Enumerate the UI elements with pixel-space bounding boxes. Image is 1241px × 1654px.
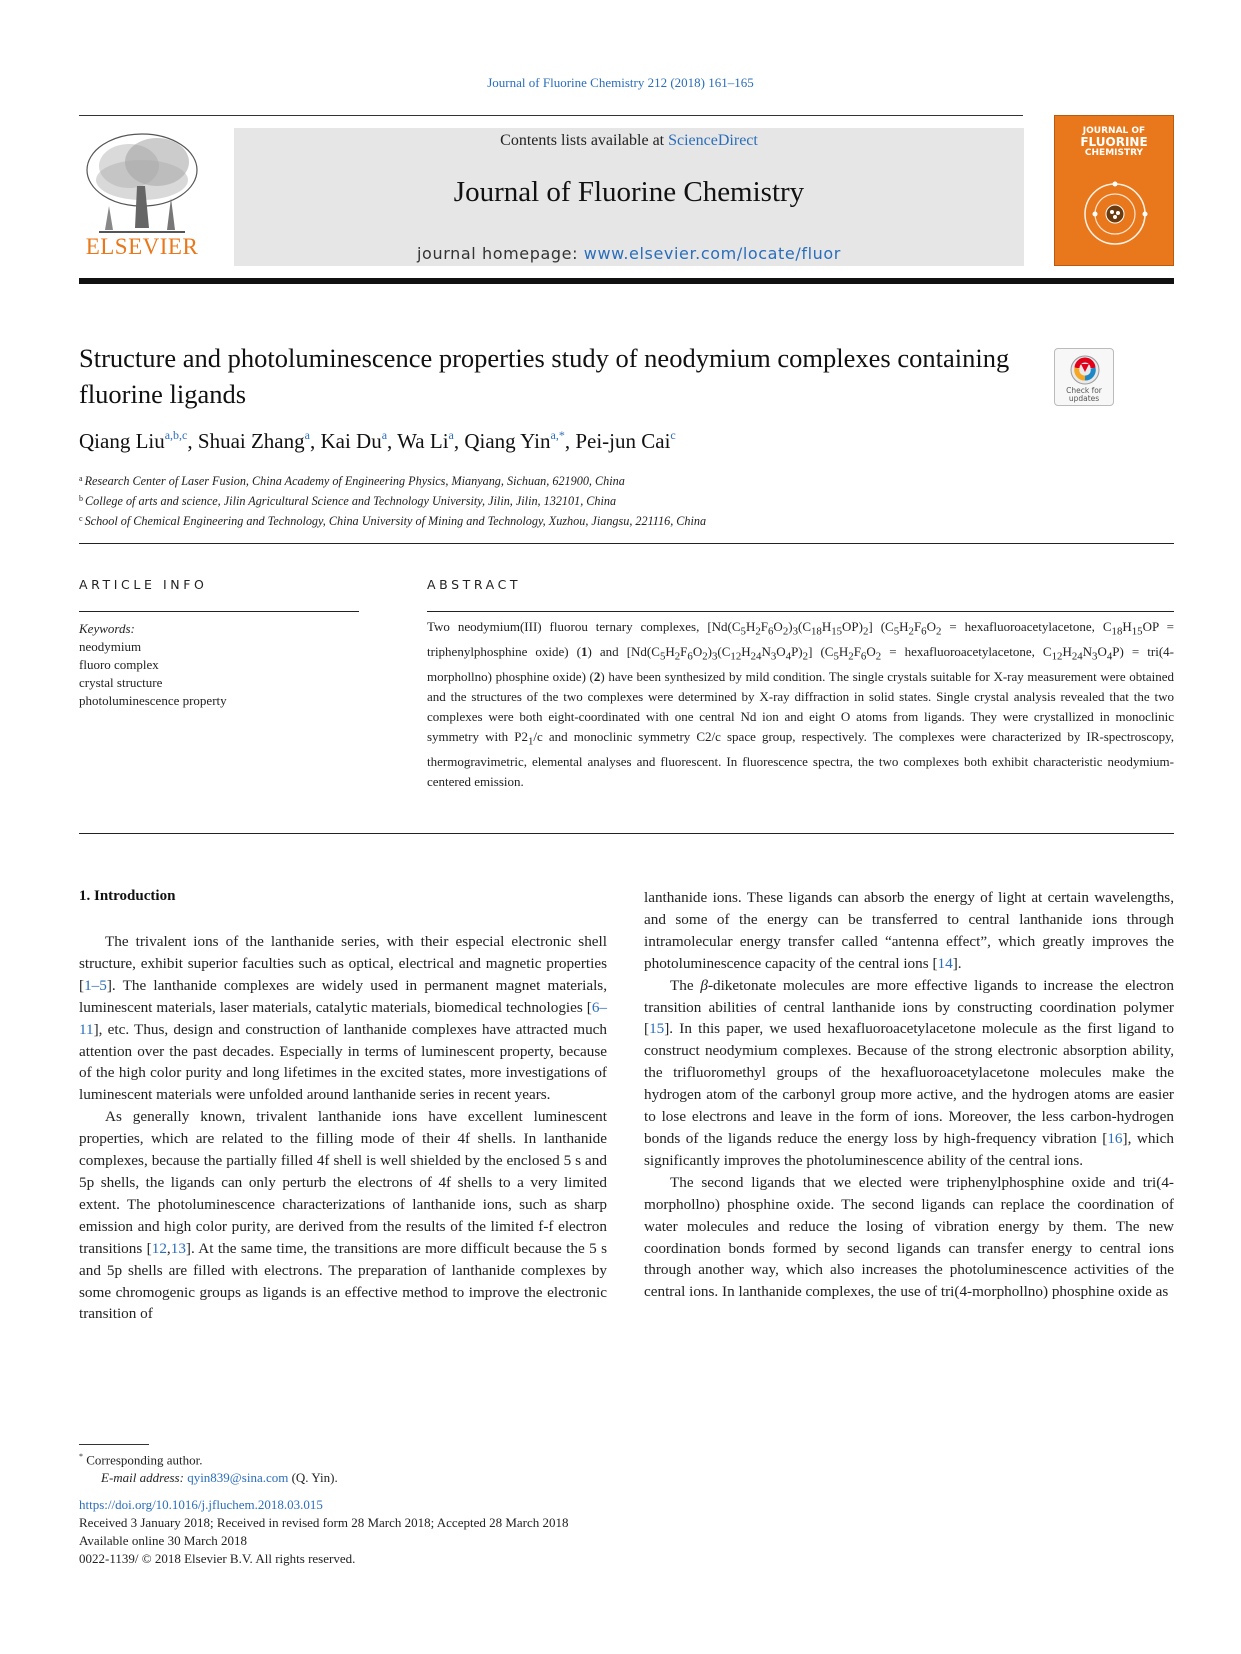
abstract-body-end: /c and monoclinic symmetry C2/c space group, respectively. The complexes were characterized by IR-spectroscopy, thermogravimetric, elemental analyses and fluorescent. In fluorescence spectra, the two complexes both exhibit characteristic neodymium-centered emission. — [427, 729, 1174, 790]
body-column-right — [644, 887, 1174, 1303]
article-metadata — [79, 1496, 569, 1568]
citation-link[interactable]: 14 — [937, 954, 953, 972]
abstract-heading: ABSTRACT — [427, 577, 522, 592]
email-label: E-mail address: — [101, 1470, 188, 1486]
affiliation-label: b — [79, 494, 83, 503]
section-divider — [79, 543, 1174, 544]
doi-link[interactable]: https://doi.org/10.1016/j.jfluchem.2018.03.015 — [79, 1497, 323, 1512]
citation-link[interactable]: 12 — [151, 1239, 167, 1257]
text-run: -diketonate molecules are more effective ligands to increase the electron transition abilities of central lanthanide ions by constructing coordination polymer [ — [644, 976, 1174, 1038]
top-divider — [79, 115, 1023, 116]
email-line — [79, 1469, 338, 1487]
abstract-text: Two neodymium(III) fluorou ternary complexes, $[Nd(C_5H_2F_6O_2)_3(C_{18}H_{15}OP)_2] (C_5H_2F_6O_2$ = hexafluoroacetylacetone, $C_{18}H_{15}OP$ = triphenylphosphine oxide) (1) and $[Nd(C_5H_2F_6O_2)_3(C_{12}H_{24}N_3O_4P)_2] (C_5H_2F_6O_2$ = hexafluoroacetylacetone, $C_{12}H_{24}N_3O_4P$) = tri(4-morphollno) phosphine oxide) (2) have been synthesized by mild condition. The single crystals suitable for X-ray measurement were obtained and the structures of the two complexes were determined by X-ray diffraction in solid states. Single crystal analysis revealed that the two complexes were both eight-coordinated with one central Nd ion and eight O atoms from ligands. They were crystallized in monoclinic symmetry with $P2_1/c$ and monoclinic symmetry C2/c space group, respectively. The complexes were characterized by IR-spectroscopy, thermogravimetric, elemental analyses and fluorescent. In fluorescence spectra, the two complexes both exhibit characteristic neodymium-centered emission. — [427, 619, 1174, 790]
abstract-body: have been synthesized by mild condition. The single crystals suitable for X-ray measurement were obtained and the structures of the two complexes were determined by X-ray diffraction in solid states. Single crystal analysis revealed that the two complexes were both eight-coordinated with one central Nd ion and eight O atoms from ligands. They were crystallized in monoclinic symmetry with P2 — [427, 668, 1174, 745]
author-name: Wa Li — [397, 429, 449, 453]
body-column-left — [79, 931, 607, 1325]
copyright: 0022-1139/ © 2018 Elsevier B.V. All rights reserved. — [79, 1551, 356, 1566]
affiliation-text: Research Center of Laser Fusion, China Academy of Engineering Physics, Mianyang, Sichuan, 621900, China — [84, 474, 625, 488]
text-run: ], etc. Thus, design and construction of lanthanide complexes have attracted much attention over the past decades. Especially in terms of luminescent property, because of the high color purity and long lifetimes in the excited states, more investigations of luminescent materials were unfolded around lanthanide series in recent years. — [79, 1020, 607, 1104]
text-run: ]. — [952, 954, 962, 972]
homepage-line — [234, 244, 1024, 263]
keywords-block — [79, 620, 227, 710]
keyword: fluoro complex — [79, 657, 159, 672]
text-run: The — [670, 976, 701, 994]
author[interactable] — [79, 429, 187, 453]
affiliation-label: c — [79, 514, 83, 523]
footnote-divider — [79, 1444, 149, 1445]
elsevier-logo — [79, 128, 205, 266]
badge-label: Check for updates — [1066, 386, 1102, 403]
author-affiliation-marker[interactable]: a — [304, 428, 310, 442]
check-for-updates-button[interactable] — [1054, 348, 1114, 406]
citation-link[interactable]: 13 — [170, 1239, 186, 1257]
affiliation — [79, 490, 706, 510]
text-run: The trivalent ions of the lanthanide series, with their especial electronic shell structure, exhibit superior faculties such as optical, electrical and magnetic properties [ — [79, 933, 607, 994]
author-affiliation-marker[interactable]: c — [670, 428, 676, 442]
email-suffix: (Q. Yin). — [288, 1470, 338, 1486]
author-name: Qiang Yin — [464, 429, 551, 453]
corresponding-note: * Corresponding author. — [79, 1452, 203, 1468]
author-affiliation-marker[interactable]: a — [381, 428, 388, 442]
available-online: Available online 30 March 2018 — [79, 1533, 247, 1548]
citation-link[interactable]: 16 — [1107, 1129, 1123, 1147]
affiliation-label: a — [79, 474, 83, 483]
affiliation-list — [79, 470, 706, 530]
cover-title-line3: CHEMISTRY — [1084, 148, 1144, 158]
footnote — [79, 1448, 338, 1487]
introduction-heading: 1. Introduction — [79, 888, 176, 904]
article-info-heading: ARTICLE INFO — [79, 577, 208, 592]
paragraph: The second ligands that we elected were triphenylphosphine oxide and tri(4-morphollno) phosphine oxide. The second ligands can replace the coordination of water molecules and reduce the losing of vibration energy by them. The new coordination bonds formed by second ligands can transfer energy to central ions through another way, which also increases the photoluminescence activities of the central ions. In lanthanide complexes, the use of tri(4-morphollno) phosphine oxide as — [644, 1173, 1174, 1301]
citation-link[interactable]: 15 — [649, 1020, 665, 1038]
text-run: ]. At the same time, the transitions are more difficult because the 5 s and 5p shells are filled with electrons. The preparation of lanthanide complexes by some chromogenic groups as ligands is an effective method to improve the electronic transition of — [79, 1239, 607, 1323]
author-affiliation-marker[interactable]: a,* — [550, 428, 565, 442]
contents-line — [234, 132, 1024, 150]
paragraph — [79, 931, 607, 1106]
affiliation-text: College of arts and science, Jilin Agricultural Science and Technology University, Jilin, Jilin, 132101, China — [85, 494, 617, 508]
author-name: Pei-jun Cai — [575, 429, 671, 453]
author[interactable] — [320, 429, 387, 453]
affiliation — [79, 470, 706, 490]
text-run: ]. The lanthanide complexes are widely used in permanent magnet materials, luminescent materials, laser materials, catalytic materials, biomedical technologies [ — [79, 976, 607, 1016]
journal-banner — [234, 128, 1024, 266]
author[interactable] — [397, 429, 454, 453]
text-run: lanthanide ions. These ligands can absorb the energy of light at certain wavelengths, and some of the energy can be transferred to central lanthanide ions through intramolecular energy transfer called “antenna effect”, which greatly improves the photoluminescence capacity of the central ions [ — [644, 889, 1174, 972]
keyword: photoluminescence property — [79, 693, 227, 708]
article-info-divider — [79, 611, 359, 612]
author-name: Kai Du — [320, 429, 382, 453]
paragraph — [644, 975, 1174, 1172]
beta-symbol: β — [700, 976, 708, 994]
cover-title — [1055, 126, 1173, 159]
author-name: Shuai Zhang — [197, 429, 305, 453]
author-name: Qiang Liu — [79, 429, 165, 453]
abstract-bottom-divider — [79, 833, 1174, 834]
journal-cover-thumbnail[interactable] — [1054, 115, 1174, 266]
contents-prefix: Contents lists available at — [500, 132, 669, 149]
author[interactable] — [464, 429, 564, 453]
author-affiliation-marker[interactable]: a,b,c — [164, 428, 188, 442]
email-link[interactable]: qyin839@sina.com — [187, 1470, 289, 1486]
cover-title-line1: JOURNAL OF — [1082, 126, 1146, 136]
text-run: ]. In this paper, we used hexafluoroacetylacetone molecule as the first ligand to construct neodymium complexes. Because of the strong electronic absorption ability, the trifluoromethyl groups of the hexafluoroacetylacetone molecules make the hydrogen atom of the carbonyl group more active, and the hydrogen atoms are easier to lose electrons and leave in the form of ions. Moreover, the less carbon-hydrogen bonds of the ligands reduce the energy loss by high-frequency vibration [ — [644, 1020, 1174, 1147]
citation-link[interactable]: 1–5 — [84, 976, 107, 994]
paragraph: As generally known, trivalent lanthanide ions have excellent luminescent properties, which are related to the filling mode of their 4f shells. In lanthanide complexes, because the partially filled 4f shell is well shielded by the enclosed 5 s and 5p shells, the ligands can only perturb the electrons of 4f shells to a very limited extent. The photoluminescence characterizations of lanthanide ions, such as sharp emission and high color purity, are derived from the results of the limited f-f electron transitions [12,13]. At the same time, the transitions are more difficult because the 5 s and 5p shells are filled with electrons. The preparation of lanthanide complexes by some chromogenic groups as ligands is an effective method to improve the electronic transition of — [79, 1108, 607, 1323]
affiliation-text: School of Chemical Engineering and Technology, China University of Mining and Technology, Xuzhou, Jiangsu, 221116, China — [84, 514, 707, 528]
author-list: Qiang Liu$^{a,b,c}$, Shuai Zhang$^a$, Kai Du$^a$, Wa Li$^a$, Qiang Yin$^{a,*}$, Pei-jun Cai$^c$ — [79, 428, 676, 453]
affiliation — [79, 510, 706, 530]
citation-link[interactable]: 6–11 — [79, 998, 607, 1038]
author[interactable] — [198, 429, 310, 453]
header-thick-divider — [79, 278, 1174, 284]
paragraph — [644, 887, 1174, 975]
keyword: crystal structure — [79, 675, 163, 690]
keywords-label: Keywords: — [79, 621, 135, 636]
corresponding-text: Corresponding author. — [86, 1452, 203, 1468]
check-updates-icon — [1069, 354, 1101, 386]
author[interactable] — [575, 429, 675, 453]
text-run: ], which significantly improves the photoluminescence ability of the central ions. — [644, 1129, 1174, 1169]
homepage-link[interactable]: www.elsevier.com/locate/fluor — [583, 244, 841, 263]
article-title: Structure and photoluminescence properties study of neodymium complexes containing fluorine ligands — [79, 343, 1010, 409]
author-affiliation-marker[interactable]: a — [448, 428, 454, 442]
sciencedirect-link[interactable]: ScienceDirect — [668, 132, 758, 149]
keyword: neodymium — [79, 639, 142, 654]
atom-icon — [1079, 178, 1151, 250]
journal-name: Journal of Fluorine Chemistry — [453, 176, 805, 208]
publisher-name: ELSEVIER — [85, 234, 199, 259]
received-dates: Received 3 January 2018; Received in revised form 28 March 2018; Accepted 28 March 2018 — [79, 1515, 569, 1530]
homepage-prefix: journal homepage: — [417, 244, 584, 263]
cover-title-line2: FLUORINE — [1080, 135, 1148, 149]
journal-citation-link[interactable]: Journal of Fluorine Chemistry 212 (2018) 161–165 — [487, 75, 754, 90]
abstract-divider — [427, 611, 1174, 612]
text-run: As generally known, trivalent lanthanide ions have excellent luminescent properties, which are related to the filling mode of their 4f shells. In lanthanide complexes, because the partially filled 4f shell is well shielded by the enclosed 5 s and 5p shells, the ligands can only perturb the electrons of 4f shells to a very limited extent. The photoluminescence characterizations of lanthanide ions, such as sharp emission and high color purity, are derived from the results of the limited f-f electron transitions [ — [79, 1108, 607, 1257]
